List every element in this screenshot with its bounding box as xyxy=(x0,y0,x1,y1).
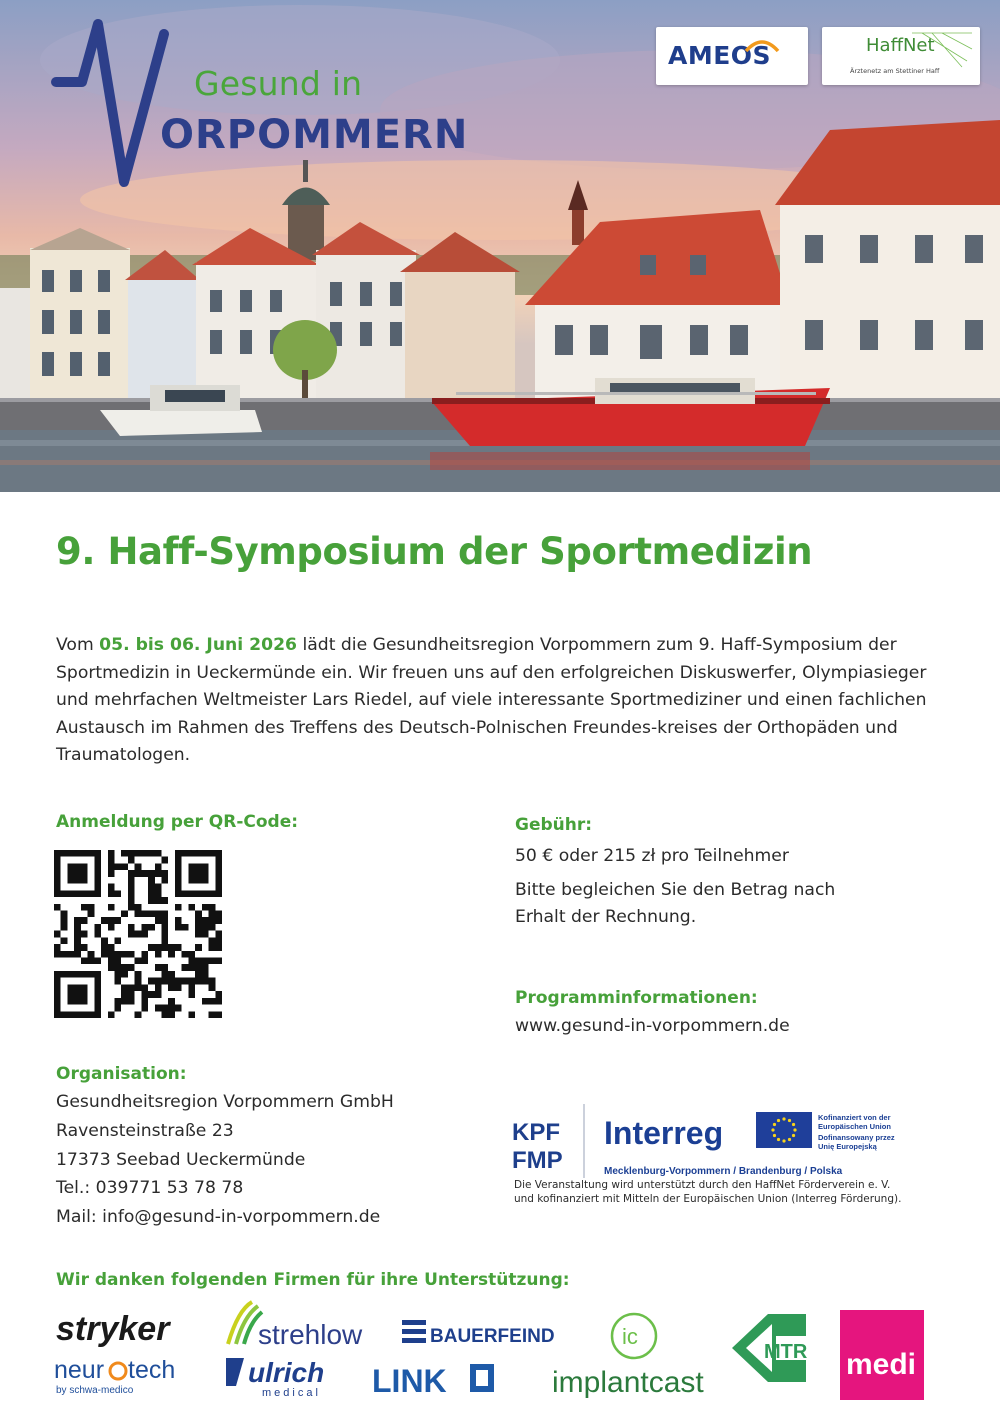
interreg-region: Mecklenburg-Vorpommern / Brandenburg / Polska xyxy=(604,1166,843,1177)
funding-logos xyxy=(512,1100,982,1190)
brand-logo xyxy=(48,14,518,194)
eu-star-icon xyxy=(788,1119,791,1122)
fee-note-line-1: Bitte begleichen Sie den Betrag nach xyxy=(515,880,836,900)
organisation-city: 17373 Seebad Ueckermünde xyxy=(56,1150,306,1170)
strehlow-swoosh-icon xyxy=(228,1302,262,1344)
eu-star-icon xyxy=(777,1138,780,1141)
neurotech-o-icon xyxy=(110,1363,126,1379)
fee-amount: 50 € oder 215 zł pro Teilnehmer xyxy=(515,846,789,866)
ulrich-mark-icon xyxy=(226,1358,244,1386)
eu-star-icon xyxy=(773,1123,776,1126)
haffnet-logo xyxy=(822,27,980,85)
bauerfeind-logo: BAUERFEIND xyxy=(430,1326,555,1347)
registration-qr-code[interactable] xyxy=(54,850,222,1018)
neurotech-logo-a: neur xyxy=(54,1356,105,1384)
kpf-label: KPF xyxy=(512,1119,560,1146)
implantcast-ic: ic xyxy=(622,1324,638,1349)
ameos-logo xyxy=(656,27,808,85)
funding-note-line-1: Die Veranstaltung wird unterstützt durch den HaffNet Förderverein e. V. xyxy=(514,1179,891,1191)
organisation-name: Gesundheitsregion Vorpommern GmbH xyxy=(56,1092,394,1112)
event-title: 9. Haff-Symposium der Sportmedizin xyxy=(56,530,813,573)
funding-note xyxy=(514,1178,901,1206)
eu-text-2: Europäischen Union xyxy=(818,1122,891,1131)
link-logo: LINK xyxy=(372,1363,447,1399)
eu-star-icon xyxy=(792,1134,795,1137)
eu-star-icon xyxy=(771,1128,774,1131)
brand-title: ORPOMMERN xyxy=(160,112,469,158)
sponsors-heading: Wir danken folgenden Firmen für ihre Unterstützung: xyxy=(56,1270,570,1290)
stryker-logo: stryker xyxy=(56,1310,170,1348)
bauerfeind-mark-icon xyxy=(402,1320,426,1343)
program-url-link[interactable]: www.gesund-in-vorpommern.de xyxy=(515,1016,790,1036)
organisation-heading: Organisation: xyxy=(56,1064,187,1084)
brand-subtitle: Gesund in xyxy=(194,64,363,103)
neurotech-sub: by schwa-medico xyxy=(56,1385,134,1396)
eu-star-icon xyxy=(792,1123,795,1126)
funding-note-line-2: und kofinanziert mit Mitteln der Europäischen Union (Interreg Förderung). xyxy=(514,1193,902,1205)
eu-star-icon xyxy=(793,1128,796,1131)
neurotech-logo-b: tech xyxy=(128,1356,176,1384)
mtr-logo: MTR xyxy=(764,1341,808,1363)
fee-heading: Gebühr: xyxy=(515,815,593,835)
fmp-label: FMP xyxy=(512,1147,563,1174)
eu-text-1: Kofinanziert von der xyxy=(818,1113,891,1122)
registration-heading: Anmeldung per QR-Code: xyxy=(56,812,299,832)
eu-flag-icon xyxy=(756,1112,812,1148)
interreg-label: Interreg xyxy=(604,1115,724,1151)
eu-star-icon xyxy=(782,1139,785,1142)
program-heading: Programminformationen: xyxy=(515,988,758,1008)
intro-text-rest: lädt die Gesundheitsregion Vorpommern zum 9. Haff-Symposium der Sportmedizin in Ueckermünde ein. Wir freuen uns auf den erfolgreichen Diskuswerfer, Olympiasieger und mehrfachen Weltmeister Lars Riedel, auf viele interessante Sportmediziner und einen fachlichen Austausch im Rahmen des Treffens des Deutsch-Polnischen Freundes-kreises der Orthopäden und Traumatologen. xyxy=(56,635,927,765)
sponsor-logos xyxy=(0,1300,1000,1414)
strehlow-logo: strehlow xyxy=(258,1319,363,1350)
hero-photo xyxy=(0,0,1000,492)
ameos-arc-icon xyxy=(742,37,782,53)
organisation-phone: Tel.: 039771 53 78 78 xyxy=(56,1178,244,1198)
ulrich-sub: medical xyxy=(262,1387,321,1399)
eu-text-3: Dofinansowany przez xyxy=(818,1133,895,1142)
organisation-mail-link[interactable]: Mail: info@gesund-in-vorpommern.de xyxy=(56,1207,381,1227)
intro-text-start: Vom xyxy=(56,635,100,655)
fee-note-line-2: Erhalt der Rechnung. xyxy=(515,907,697,927)
ameos-wordmark: AMEOS xyxy=(668,41,772,70)
event-date: 05. bis 06. Juni 2026 xyxy=(99,635,298,655)
pulse-v-icon xyxy=(48,14,518,194)
eu-star-icon xyxy=(777,1119,780,1122)
implantcast-logo: implantcast xyxy=(552,1366,704,1399)
haffnet-tagline: Ärztenetz am Stettiner Haff xyxy=(850,67,940,75)
eu-star-icon xyxy=(788,1138,791,1141)
eu-text-4: Unię Europejską xyxy=(818,1142,877,1151)
ulrich-logo: ulrich xyxy=(248,1357,325,1388)
haffnet-wordmark: HaffNet xyxy=(866,35,935,56)
eu-star-icon xyxy=(773,1134,776,1137)
eu-star-icon xyxy=(782,1117,785,1120)
organisation-street: Ravensteinstraße 23 xyxy=(56,1121,234,1141)
medi-logo: medi xyxy=(846,1348,917,1381)
intro-paragraph xyxy=(56,632,961,770)
